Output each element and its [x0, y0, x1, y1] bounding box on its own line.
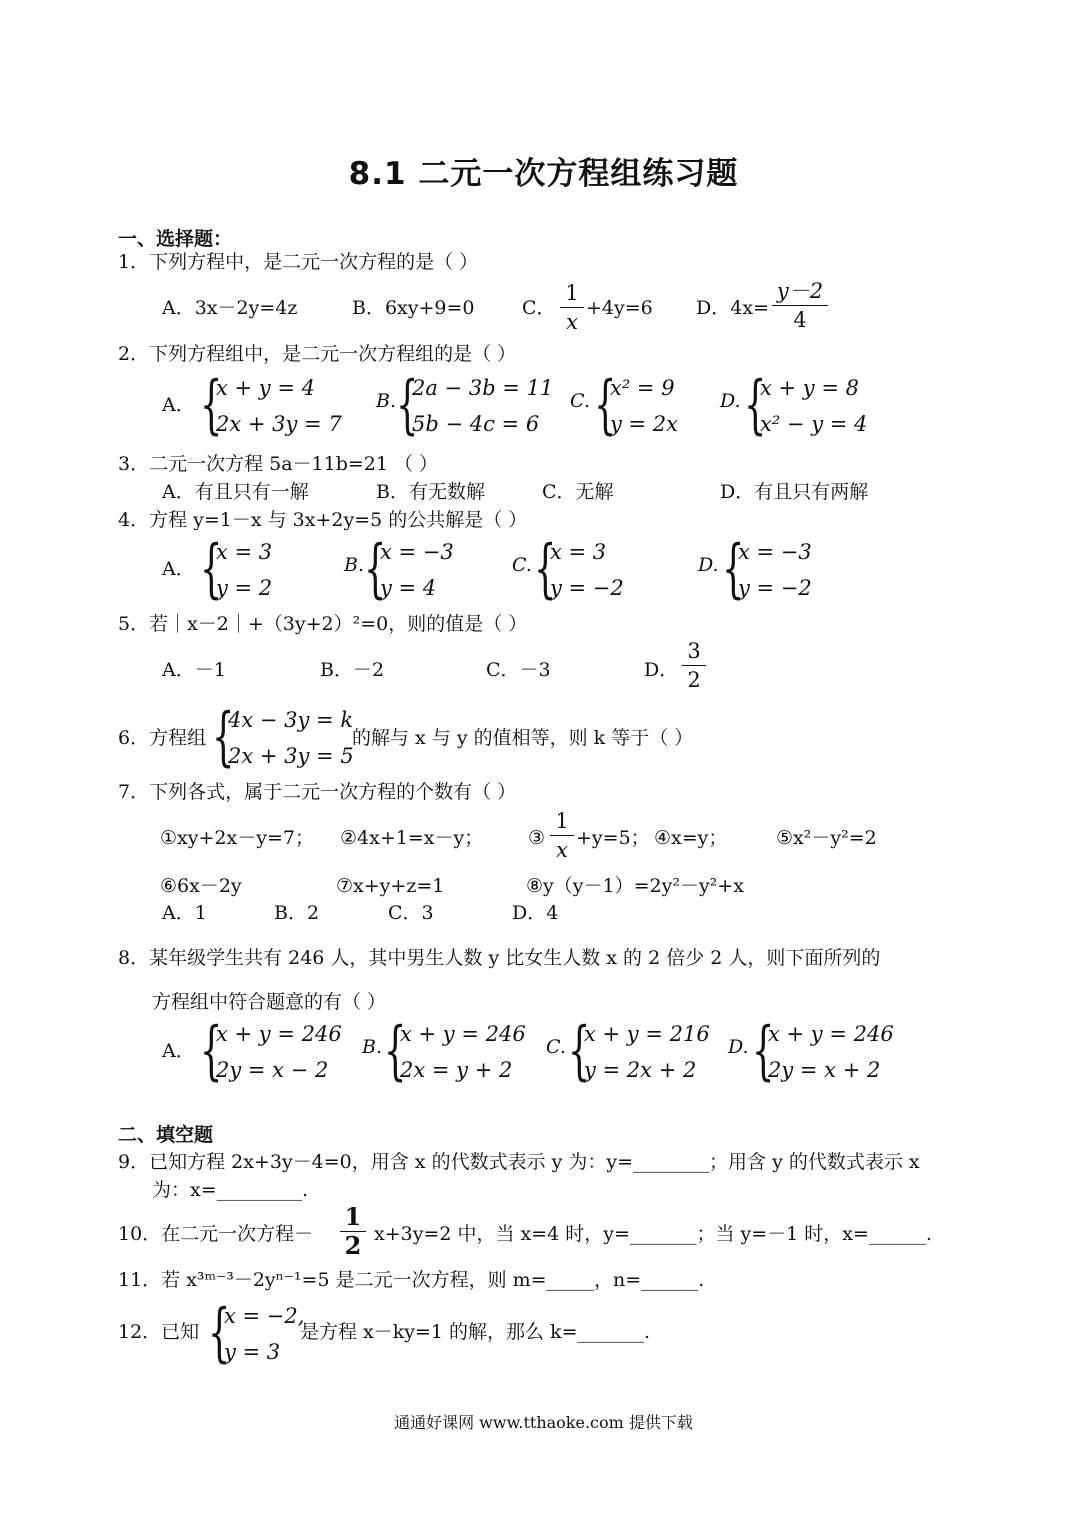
question-3-stem: 3．二元一次方程 5a－11b=21 （ ） — [118, 453, 439, 475]
option-label: C. — [570, 390, 590, 412]
q10-fraction — [340, 1204, 366, 1259]
system-row-1: 2a − 3b = 11 — [412, 376, 554, 400]
fraction-bar — [550, 835, 574, 836]
question-11: 11．若 x³ᵐ⁻³－2yⁿ⁻¹=5 是二元一次方程，则 m=_____，n=______. — [118, 1269, 705, 1291]
left-brace: { — [200, 368, 223, 442]
system-row-2: 2y = x + 2 — [768, 1058, 881, 1082]
option-label: B. — [376, 390, 397, 412]
fraction-numerator: 3 — [687, 639, 701, 663]
option-label: D. — [728, 1036, 749, 1058]
q2-option-c — [570, 370, 700, 444]
option-label: A． — [162, 558, 195, 580]
q7-item-3-fraction — [550, 808, 574, 863]
question-5-stem: 5．若｜x－2｜+（3y+2）²=0，则的值是（ ） — [118, 613, 528, 635]
q5-option-a: A．－1 — [162, 659, 226, 681]
q2-option-a — [162, 370, 342, 444]
left-brace: { — [200, 532, 223, 606]
q3-option-b: B．有无数解 — [376, 481, 485, 503]
left-brace: { — [212, 700, 235, 774]
q10-suffix: x+3y=2 中，当 x=4 时，y=_______；当 y=－1 时，x=______. — [374, 1223, 932, 1245]
left-brace: { — [594, 368, 617, 442]
fraction-numerator: 1 — [344, 1202, 362, 1231]
option-label: C. — [546, 1036, 566, 1058]
fraction-numerator: y－2 — [776, 279, 824, 303]
fraction-denominator: x — [566, 310, 578, 334]
system-row-2: 2x + 3y = 7 — [216, 412, 342, 436]
section-heading-fill: 二、填空题 — [118, 1124, 214, 1146]
system-row-1: x = 3 — [216, 540, 273, 564]
question-8-stem-line-1: 8．某年级学生共有 246 人，其中男生人数 y 比女生人数 x 的 2 倍少 2 人，则下面所列的 — [118, 947, 881, 969]
system-row-1: 4x − 3y = k — [228, 708, 354, 732]
system-row-2: y = −2 — [550, 576, 624, 600]
q2-option-d — [720, 370, 870, 444]
fraction-bar — [560, 307, 584, 308]
left-brace: { — [534, 532, 557, 606]
q1-option-c-suffix: +4y=6 — [586, 297, 653, 319]
system-row-1: x = −2, — [224, 1304, 305, 1328]
system-row-1: x + y = 246 — [768, 1022, 894, 1046]
q7-item-5: ⑤x²－y²=2 — [776, 827, 877, 849]
q7-option-a: A．1 — [162, 902, 207, 924]
question-9-line-1: 9．已知方程 2x+3y－4=0，用含 x 的代数式表示 y 为：y=________；用含 y 的代数式表示 x — [118, 1151, 920, 1173]
question-1-stem: 1．下列方程中，是二元一次方程的是（ ） — [118, 251, 479, 273]
section-heading-choice: 一、选择题： — [118, 228, 233, 250]
left-brace: { — [744, 368, 767, 442]
left-brace: { — [752, 1014, 775, 1088]
q1-option-c-fraction — [560, 280, 584, 335]
q3-option-a: A．有且只有一解 — [162, 481, 309, 503]
system-row-2: 5b − 4c = 6 — [412, 412, 540, 436]
left-brace: { — [384, 1014, 407, 1088]
option-label: B. — [362, 1036, 383, 1058]
question-9-line-2: 为：x=_________. — [152, 1179, 309, 1201]
option-label: B. — [344, 554, 365, 576]
system-row-1: x + y = 216 — [584, 1022, 710, 1046]
q7-option-b: B．2 — [274, 902, 320, 924]
q12-prefix: 12．已知 — [118, 1321, 200, 1343]
q8-option-c — [546, 1014, 710, 1090]
option-label: D. — [720, 390, 741, 412]
q7-option-c: C．3 — [388, 902, 434, 924]
q8-option-b — [362, 1014, 526, 1090]
q6-suffix: 的解与 x 与 y 的值相等，则 k 等于（ ） — [352, 727, 694, 749]
system-row-2: 2y = x − 2 — [216, 1058, 329, 1082]
system-row-1: x² = 9 — [610, 376, 675, 400]
system-row-2: x² − y = 4 — [760, 412, 868, 436]
system-row-2: y = 4 — [380, 576, 437, 600]
q1-option-d-prefix: D．4x= — [696, 297, 769, 319]
q2-option-b — [376, 368, 554, 444]
q7-item-2: ②4x+1=x－y； — [340, 827, 484, 849]
fraction-denominator: x — [556, 838, 568, 862]
q1-option-c-prefix: C． — [522, 297, 556, 319]
page-footer: 通通好课网 www.tthaoke.com 提供下载 — [394, 1413, 693, 1432]
question-2-stem: 2．下列方程组中，是二元一次方程组的是（ ） — [118, 343, 517, 365]
q7-item-7: ⑦x+y+z=1 — [336, 875, 445, 897]
q5-option-d-prefix: D． — [644, 659, 679, 681]
fraction-bar — [682, 665, 706, 666]
q7-option-d: D．4 — [512, 902, 559, 924]
q5-option-b: B．－2 — [320, 659, 385, 681]
fraction-denominator: 2 — [344, 1231, 362, 1260]
q5-option-c: C．－3 — [486, 659, 551, 681]
system-row-2: y = −2 — [738, 576, 812, 600]
q4-option-a — [162, 534, 282, 608]
q1-option-a: A．3x－2y=4z — [162, 297, 298, 319]
q3-option-d: D．有且只有两解 — [720, 481, 869, 503]
fraction-bar — [772, 305, 828, 306]
fraction-denominator: 2 — [687, 668, 701, 692]
system-row-1: x + y = 4 — [216, 376, 315, 400]
system-row-1: x = −3 — [738, 540, 812, 564]
option-label: C. — [512, 554, 532, 576]
q4-option-b — [344, 534, 464, 608]
option-label: A． — [162, 394, 195, 416]
fraction-denominator: 4 — [793, 308, 807, 332]
system-row-1: x = 3 — [550, 540, 607, 564]
fraction-numerator: 1 — [565, 281, 579, 305]
q7-item-6: ⑥6x－2y — [160, 875, 242, 897]
left-brace: { — [722, 532, 745, 606]
system-row-1: x + y = 8 — [760, 376, 859, 400]
q7-item-8: ⑧y（y－1）=2y²－y²+x — [526, 875, 744, 897]
system-row-1: x + y = 246 — [400, 1022, 526, 1046]
left-brace: { — [200, 1014, 223, 1088]
system-row-2: y = 2x — [610, 412, 679, 436]
left-brace: { — [364, 532, 387, 606]
q10-prefix: 10．在二元一次方程－ — [118, 1223, 314, 1245]
question-4-stem: 4．方程 y=1－x 与 3x+2y=5 的公共解是（ ） — [118, 509, 528, 531]
fraction-numerator: 1 — [555, 809, 569, 833]
system-row-2: y = 2x + 2 — [584, 1058, 697, 1082]
left-brace: { — [568, 1014, 591, 1088]
option-label: D. — [698, 554, 719, 576]
q3-option-c: C．无解 — [542, 481, 614, 503]
system-row-2: y = 2 — [216, 576, 273, 600]
q8-option-d — [728, 1016, 898, 1090]
question-7-stem: 7．下列各式，属于二元一次方程的个数有（ ） — [118, 781, 517, 803]
left-brace: { — [396, 368, 419, 442]
q4-option-d — [698, 534, 828, 608]
left-brace: { — [208, 1296, 231, 1370]
q7-item-1: ①xy+2x－y=7； — [160, 827, 314, 849]
system-row-2: y = 3 — [224, 1340, 281, 1364]
page-title: 8.1 二元一次方程组练习题 — [348, 156, 739, 192]
system-row-2: 2x = y + 2 — [400, 1058, 513, 1082]
question-8-stem-line-2: 方程组中符合题意的有（ ） — [152, 991, 387, 1013]
q1-option-d-fraction — [772, 278, 828, 333]
system-row-1: x = −3 — [380, 540, 454, 564]
option-label: A． — [162, 1040, 195, 1062]
q7-item-3-suffix: +y=5； — [576, 827, 650, 849]
q7-item-4: ④x=y； — [654, 827, 728, 849]
system-row-2: 2x + 3y = 5 — [228, 744, 354, 768]
q7-item-3-prefix: ③ — [528, 827, 546, 849]
q1-option-b: B．6xy+9=0 — [352, 297, 475, 319]
q8-option-a — [162, 1014, 342, 1090]
q12-solution-system — [208, 1296, 305, 1372]
q5-option-d-fraction — [682, 638, 706, 693]
q6-equation-system — [212, 702, 352, 776]
q4-option-c — [512, 534, 632, 608]
system-row-1: x + y = 246 — [216, 1022, 342, 1046]
q12-suffix: 是方程 x－ky=1 的解，那么 k=_______. — [300, 1321, 651, 1343]
q6-prefix: 6．方程组 — [118, 727, 207, 749]
